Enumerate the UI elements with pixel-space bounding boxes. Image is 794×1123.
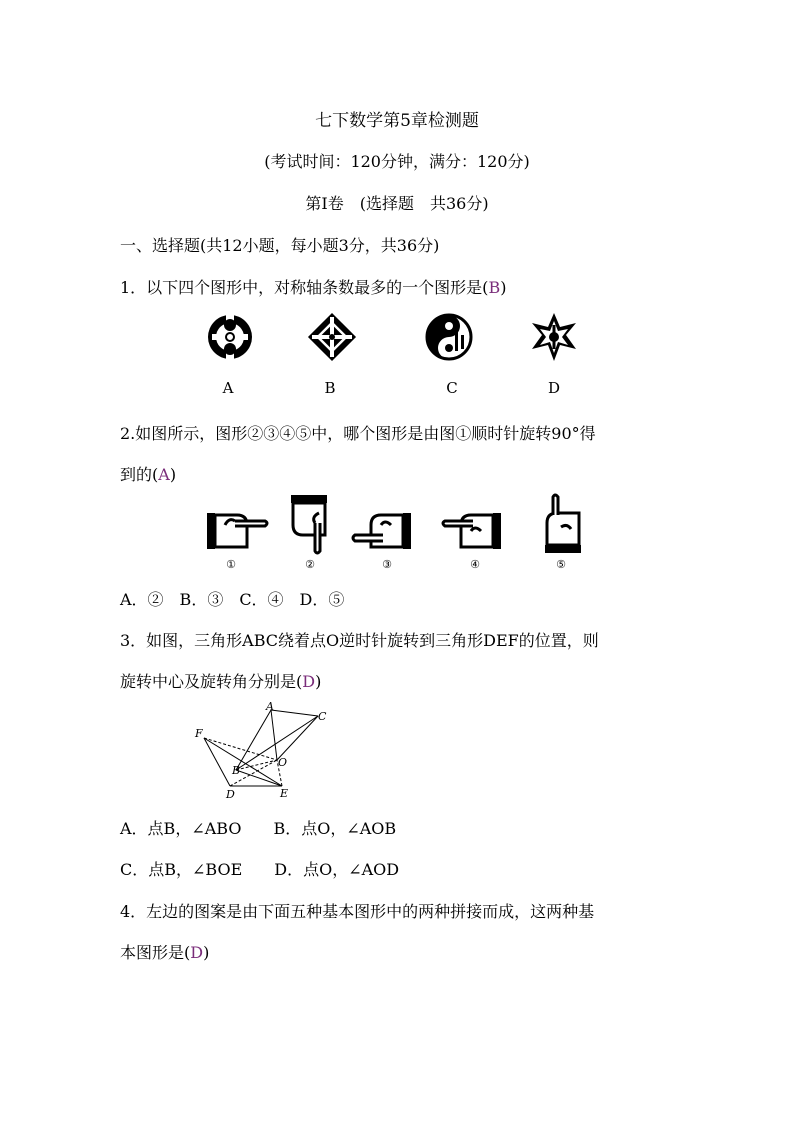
hand-up-icon (545, 495, 581, 553)
question-2-figures (205, 493, 595, 558)
q1-label-b: B (324, 379, 336, 397)
star-emblem-icon (532, 313, 576, 361)
section-heading: 第Ⅰ卷 (选择题 共36分) (305, 194, 489, 213)
question-4-text: 本图形是( (120, 943, 191, 962)
hand-left-icon (353, 513, 411, 549)
point-label-a: A (266, 700, 274, 713)
point-label-f: F (195, 727, 203, 740)
q2-label-3: ③ (382, 558, 392, 571)
point-label-e: E (280, 787, 289, 800)
question-1-answer: B (488, 278, 501, 297)
question-1-text: 1．以下四个图形中，对称轴条数最多的一个图形是( (120, 278, 489, 297)
question-3-stem-line2 (120, 669, 321, 692)
question-3-options-row2: C．点B，∠BOE D．点O，∠AOD (120, 860, 400, 879)
question-3-options-row1: A．点B，∠ABO B．点O，∠AOB (120, 819, 397, 838)
question-4-close: ) (203, 943, 210, 962)
part-heading: 一、选择题(共12小题，每小题3分，共36分) (120, 236, 440, 255)
q1-label-d: D (547, 379, 561, 397)
question-4-answer: D (190, 943, 204, 962)
question-2-options: A．② B．③ C．④ D．⑤ (120, 590, 345, 609)
question-3-answer: D (302, 672, 316, 691)
diamond-emblem-icon (308, 313, 356, 361)
point-label-b: B (232, 764, 241, 777)
point-label-o: O (278, 756, 288, 769)
q2-label-2: ② (305, 558, 315, 571)
question-2-text: 到的( (120, 465, 159, 484)
yin-yang-emblem-icon (427, 315, 471, 359)
question-2-stem-line1: 2.如图所示，图形②③④⑤中，哪个图形是由图①顺时针旋转90°得 (120, 424, 596, 443)
q1-label-a: A (222, 379, 234, 397)
question-1-stem (120, 275, 506, 298)
question-3-close: ) (315, 672, 322, 691)
question-2-answer: A (158, 465, 170, 484)
question-2-close: ) (169, 465, 177, 484)
question-3-stem-line1: 3．如图，三角形ABC绕着点O逆时针旋转到三角形DEF的位置，则 (120, 631, 599, 650)
circle-emblem-icon (208, 315, 252, 359)
q1-label-c: C (446, 379, 458, 397)
question-2-stem-line2 (120, 462, 176, 485)
hand-down-icon (291, 495, 327, 553)
point-label-c: C (318, 710, 327, 723)
exam-info: (考试时间：120分钟，满分：120分) (264, 152, 530, 171)
q2-label-1: ① (226, 558, 236, 571)
q2-label-4: ④ (470, 558, 480, 571)
question-1-close: ) (500, 278, 507, 297)
question-4-stem-line1: 4．左边的图案是由下面五种基本图形中的两种拼接而成，这两种基 (120, 902, 595, 921)
hand-left-alt-icon (443, 513, 501, 549)
hand-right-icon (207, 513, 267, 549)
question-1-figures (205, 307, 585, 367)
question-3-text: 旋转中心及旋转角分别是( (120, 672, 303, 691)
point-label-d: D (226, 788, 235, 801)
q2-label-5: ⑤ (556, 558, 566, 571)
question-4-stem-line2 (120, 940, 209, 963)
page-title: 七下数学第5章检测题 (315, 111, 479, 131)
question-3-geometry-figure (190, 700, 340, 805)
